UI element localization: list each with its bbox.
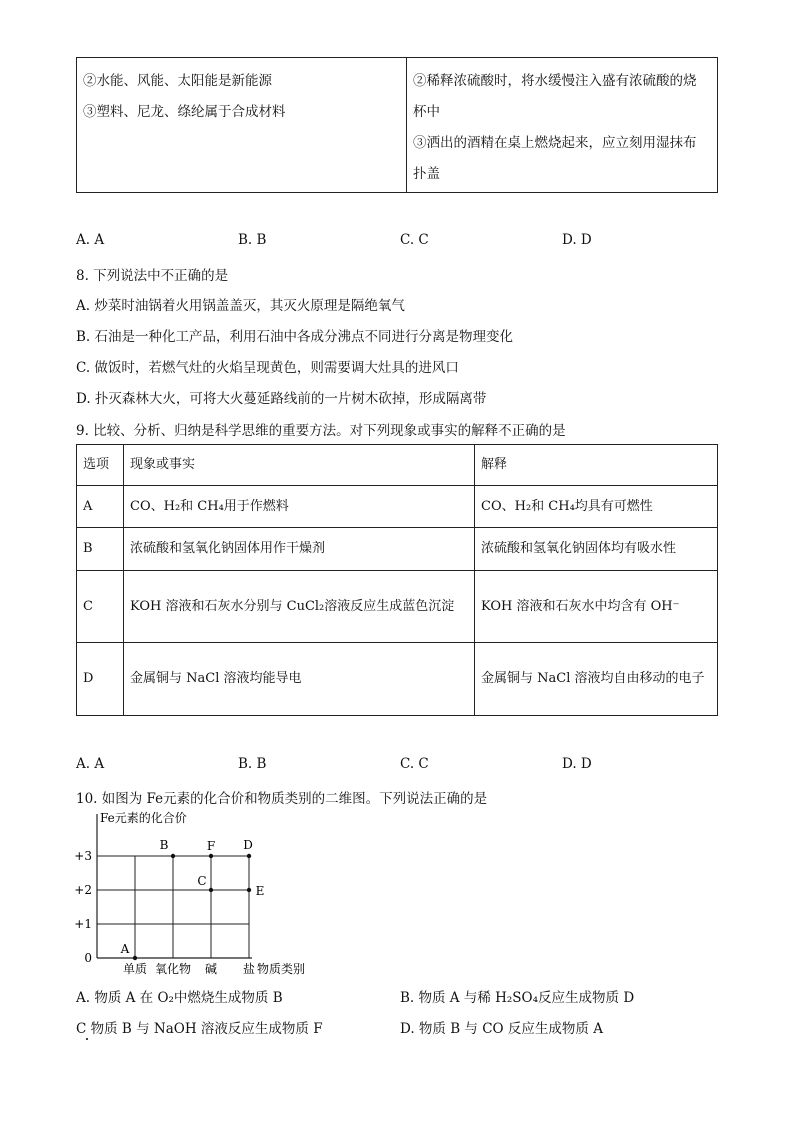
q7-left-line: ③塑料、尼龙、绦纶属于合成材料 [83,104,286,120]
q9-row-option: B [77,528,124,571]
q9-row-option: A [77,486,124,528]
q10-stem: 10. 如图为 Fe元素的化合价和物质类别的二维图。下列说法正确的是 [76,791,488,807]
point-b [171,854,175,858]
q9-row-explain: 浓硫酸和氢氧化钠固体均有吸水性 [475,528,718,571]
x-tick-label: 单质 [122,962,148,976]
q10-option-b[interactable]: B. 物质 A 与稀 H₂SO₄反应生成物质 D [400,990,635,1006]
q9-row-c [77,571,718,643]
q9-row-fact: CO、H₂和 CH₄用于作燃料 [124,486,475,528]
q10-option-a[interactable]: A. 物质 A 在 O₂中燃烧生成物质 B [76,990,283,1006]
chart-axes [97,814,252,958]
q9-header-row [77,445,718,486]
q7-left-line: ②水能、风能、太阳能是新能源 [83,73,272,89]
q10-option-c[interactable]: C 物质 B 与 NaOH 溶液反应生成物质 F [76,1021,323,1037]
q9-table [76,444,718,716]
point-label-c: C [197,874,207,888]
chart-x-ticks [123,961,255,976]
q9-header-fact: 现象或事实 [124,445,475,486]
q7-table-left-cell [77,58,407,193]
point-label-f: F [206,839,216,853]
x-tick-label: 碱 [204,962,218,976]
q9-row-b [77,528,718,571]
y-tick-label: +1 [74,917,92,931]
q7-right-line: ③洒出的酒精在桌上燃烧起来，应立刻用湿抹布 [413,135,697,151]
q9-row-explain: KOH 溶液和石灰水中均含有 OH⁻ [475,571,718,643]
q10-option-d[interactable]: D. 物质 B 与 CO 反应生成物质 A [400,1021,603,1037]
chart-y-ticks [74,849,92,965]
q8-option-b[interactable]: B. 石油是一种化工产品，利用石油中各成分沸点不同进行分离是物理变化 [76,329,514,345]
q9-row-d [77,643,718,716]
q7-option-a[interactable]: A. A [76,232,105,248]
q7-table [76,57,718,193]
q9-option-b[interactable]: B. B [238,756,267,772]
q9-row-option: C [77,571,124,643]
point-e [247,888,251,892]
chart-y-title: Fe元素的化合价 [100,811,187,825]
q9-header-explain: 解释 [475,445,718,486]
stray-dot [86,1038,88,1040]
q8-option-d[interactable]: D. 扑灭森林大火，可将大火蔓延路线前的一片树木砍掉，形成隔离带 [76,391,487,407]
q9-stem: 9. 比较、分析、归纳是科学思维的重要方法。对下列现象或事实的解释不正确的是 [76,423,566,439]
q9-row-fact: 浓硫酸和氢氧化钠固体用作干燥剂 [124,528,475,571]
q9-row-fact: KOH 溶液和石灰水分别与 CuCl₂溶液反应生成蓝色沉淀 [124,571,475,643]
q8-option-c[interactable]: C. 做饭时，若燃气灶的火焰呈现黄色，则需要调大灶具的进风口 [76,360,459,376]
q7-right-line: ②稀释浓硫酸时，将水缓慢注入盛有浓硫酸的烧 [413,73,697,89]
x-tick-label: 盐 [242,962,256,976]
q9-row-fact: 金属铜与 NaCl 溶液均能导电 [124,643,475,716]
point-label-b: B [159,838,169,852]
q9-row-option: D [77,643,124,716]
y-tick-label: +3 [74,849,92,863]
q10-valence-chart [70,806,340,982]
q9-option-d[interactable]: D. D [562,756,592,772]
q9-row-explain: 金属铜与 NaCl 溶液均自由移动的电子 [475,643,718,716]
q9-option-a[interactable]: A. A [76,756,105,772]
point-a [133,956,137,960]
q7-table-right-cell [407,58,718,193]
q9-header-option: 选项 [77,445,124,486]
point-d [247,854,251,858]
point-label-a: A [120,942,130,956]
q7-right-line: 杯中 [413,104,440,120]
q8-stem: 8. 下列说法中不正确的是 [76,268,229,284]
q7-option-b[interactable]: B. B [238,232,267,248]
q8-option-a[interactable]: A. 炒菜时油锅着火用锅盖盖灭，其灭火原理是隔绝氧气 [76,298,405,314]
x-tick-label: 氧化物 [154,962,192,976]
q7-option-c[interactable]: C. C [400,232,429,248]
point-c [209,888,213,892]
point-f [209,854,213,858]
q9-row-a [77,486,718,528]
point-label-e: E [255,884,265,898]
q9-option-c[interactable]: C. C [400,756,429,772]
chart-x-title: 物质类别 [257,962,306,976]
y-tick-label: 0 [84,951,92,965]
q7-right-line: 扑盖 [413,166,440,182]
q9-row-explain: CO、H₂和 CH₄均具有可燃性 [475,486,718,528]
point-label-d: D [243,838,253,852]
q7-option-d[interactable]: D. D [562,232,592,248]
y-tick-label: +2 [74,883,92,897]
